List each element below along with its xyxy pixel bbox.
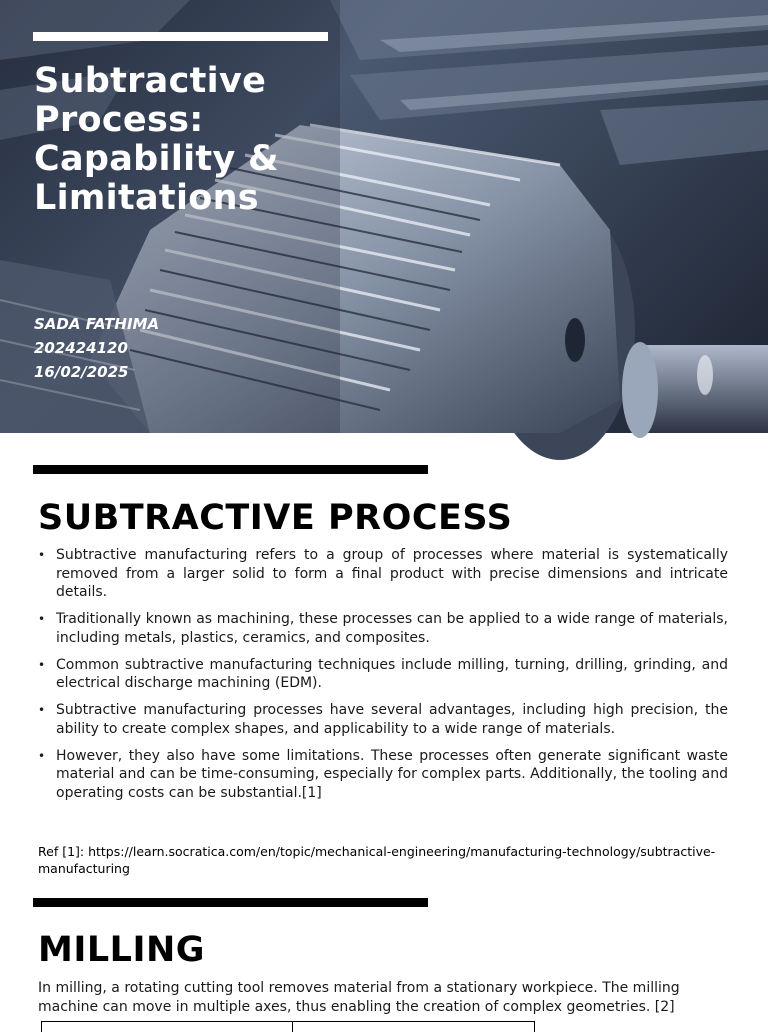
bullet-icon: • [38,748,46,763]
author-name: SADA FATHIMA [34,315,160,333]
list-item: • However, they also have some limitations. These processes often generate significant waste material and can be time-consuming, especially for complex parts. Additionally, the tooling and operating costs can be substantial.[1] [38,747,728,801]
section-accent-bar [33,898,428,907]
page-title: Subtractive Process: Capability & Limitations [34,61,279,218]
reference-link[interactable]: Ref [1]: https://learn.socratica.com/en/topic/mechanical-engineering/manufacturing-technology/subtractive-manufacturing [38,844,716,876]
title-slide [0,0,768,433]
section-heading-subtractive: SUBTRACTIVE PROCESS [38,498,513,538]
presentation-date: 16/02/2025 [34,363,129,381]
list-item: • Common subtractive manufacturing techniques include milling, turning, drilling, grinding, and electrical discharge machining (EDM). [38,656,728,691]
list-item: • Traditionally known as machining, these processes can be applied to a wide range of materials, including metals, plastics, ceramics, and composites. [38,611,728,646]
table-top-edge [41,1021,535,1032]
title-accent-bar [33,32,328,41]
bullet-icon: • [38,657,46,672]
author-block [34,312,159,384]
shaft-shape [622,342,768,438]
bullet-list [38,546,728,811]
bullet-icon: • [38,548,46,562]
section-heading-milling: MILLING [38,930,205,970]
section-accent-bar [33,465,428,474]
list-item: • Subtractive manufacturing refers to a group of processes where material is systematically removed from a larger solid to form a final product with precise dimensions and intricate details. [38,547,728,600]
list-item: • Subtractive manufacturing processes have several advantages, including high precision, the ability to create complex shapes, and applicability to a wide range of materials. [38,702,728,737]
bullet-icon: • [38,703,46,717]
student-id: 202424120 [34,339,128,357]
milling-paragraph: In milling, a rotating cutting tool removes material from a stationary workpiece. The milling machine can move in multiple axes, thus enabling the creation of complex geometries. [2] [38,980,680,1015]
bullet-icon: • [38,612,46,626]
